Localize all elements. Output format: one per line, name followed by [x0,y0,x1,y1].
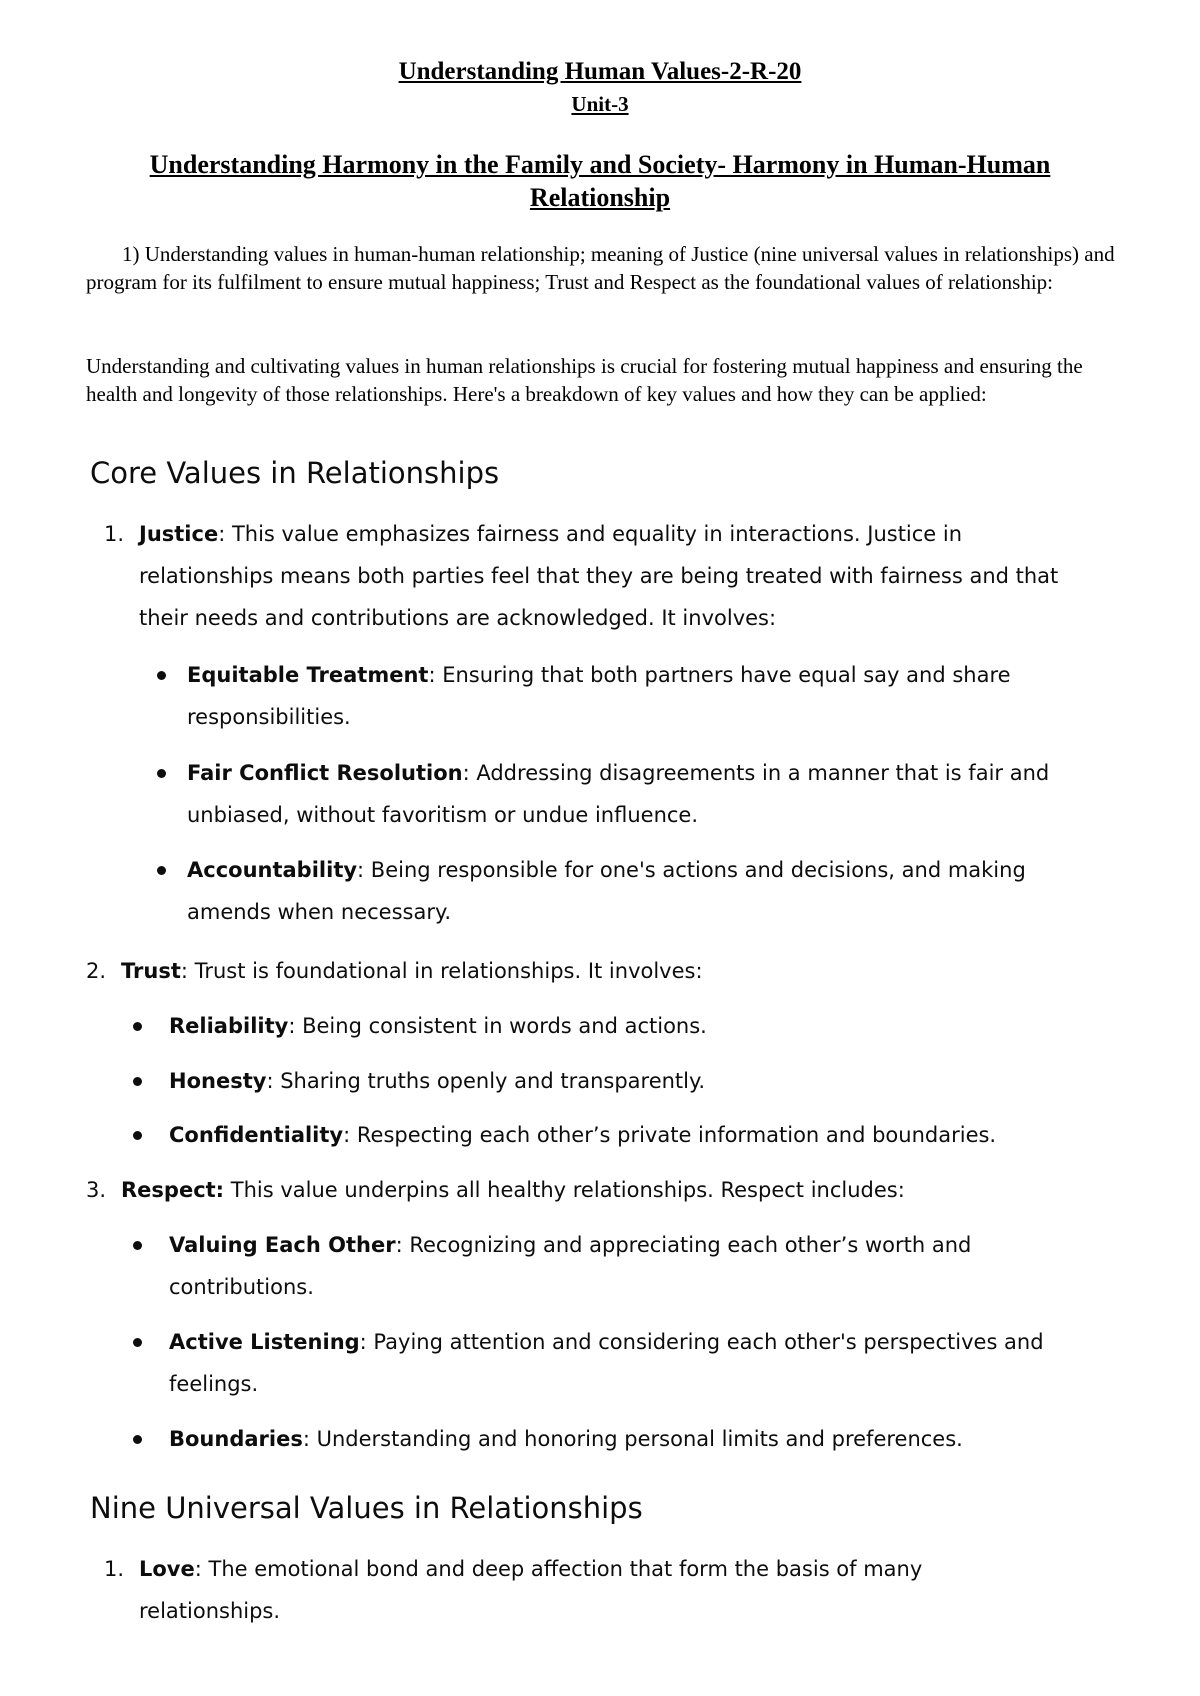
sub-item-term: Valuing Each Other [169,1233,396,1257]
nine-values-heading: Nine Universal Values in Relationships [90,1491,643,1525]
bullet-icon [133,1435,142,1444]
intro-paragraph: Understanding and cultivating values in human relationships is crucial for fostering mutual happiness and ensuring the health and longevity of those relationships. Here's a breakdown of key values and how they can be applied: [86,354,1083,406]
sub-item-term: Equitable Treatment [187,663,429,687]
sub-item-fair-conflict-resolution [187,752,1067,836]
sub-item-text: : Respecting each other’s private information and boundaries. [343,1123,997,1147]
sub-item-honesty [169,1060,1069,1102]
sub-item-confidentiality [169,1114,1069,1156]
sub-item-valuing-each-other [169,1224,1069,1308]
bullet-icon [157,769,166,778]
sub-item-equitable-treatment [187,654,1067,738]
bullet-icon [133,1241,142,1250]
list-number: 3. [85,1178,106,1202]
sub-item-term: Active Listening [169,1330,360,1354]
sub-item-reliability [169,1005,1069,1047]
list-item-text: : Trust is foundational in relationships. It involves: [180,959,703,983]
sub-item-term: Reliability [169,1014,289,1038]
bullet-icon [133,1131,142,1140]
list-number: 1. [103,1557,124,1581]
unit-label: Unit-3 [571,92,629,116]
list-item-justice [139,513,1079,639]
list-item-trust [121,950,1081,992]
list-number: 2. [85,959,106,983]
bullet-icon [157,866,166,875]
sub-item-text: : Being consistent in words and actions. [288,1014,707,1038]
list-number: 1. [103,522,124,546]
sub-item-term: Confidentiality [169,1123,344,1147]
sub-item-active-listening [169,1321,1069,1405]
sub-item-term: Accountability [187,858,358,882]
list-item-term: Respect: [121,1178,225,1202]
sub-item-term: Boundaries [169,1427,303,1451]
sub-item-boundaries [169,1418,1069,1460]
sub-item-text: : Sharing truths openly and transparently. [266,1069,706,1093]
list-item-term: Love [139,1557,195,1581]
core-values-heading: Core Values in Relationships [90,456,500,490]
sub-item-term: Honesty [169,1069,267,1093]
sub-item-text: : Recognizing and appreciating each other’s worth and contributions. [169,1233,972,1299]
topic-title: Understanding Harmony in the Family and Society- Harmony in Human-Human Relationship [149,150,1051,212]
list-item-respect [121,1169,1081,1211]
sub-item-text: : Ensuring that both partners have equal say and share responsibilities. [187,663,1011,729]
list-item-text: : This value emphasizes fairness and equality in interactions. Justice in relationships means both parties feel that they are being treated with fairness and that their needs and contributions are acknowledged. It involves: [139,522,1059,630]
sub-item-text: : Addressing disagreements in a manner that is fair and unbiased, without favoritism or undue influence. [187,761,1050,827]
bullet-icon [133,1338,142,1347]
bullet-icon [133,1077,142,1086]
sub-item-text: : Understanding and honoring personal limits and preferences. [302,1427,963,1451]
bullet-icon [157,671,166,680]
list-item-term: Justice [139,522,219,546]
list-item-text: : The emotional bond and deep affection that form the basis of many relationships. [139,1557,923,1623]
list-item-love [139,1548,1019,1632]
intro-question: 1) Understanding values in human-human relationship; meaning of Justice (nine universal values in relationships) and program for its fulfilment to ensure mutual happiness; Trust and Respect as the foundational values of relationship: [86,242,1115,294]
list-item-term: Trust [121,959,181,983]
sub-item-term: Fair Conflict Resolution [187,761,463,785]
sub-item-text: : Paying attention and considering each other's perspectives and feelings. [169,1330,1044,1396]
bullet-icon [133,1022,142,1031]
list-item-text: This value underpins all healthy relationships. Respect includes: [224,1178,905,1202]
sub-item-text: : Being responsible for one's actions and decisions, and making amends when necessary. [187,858,1026,924]
sub-item-accountability [187,849,1067,933]
course-title: Understanding Human Values-2-R-20 [398,58,802,85]
